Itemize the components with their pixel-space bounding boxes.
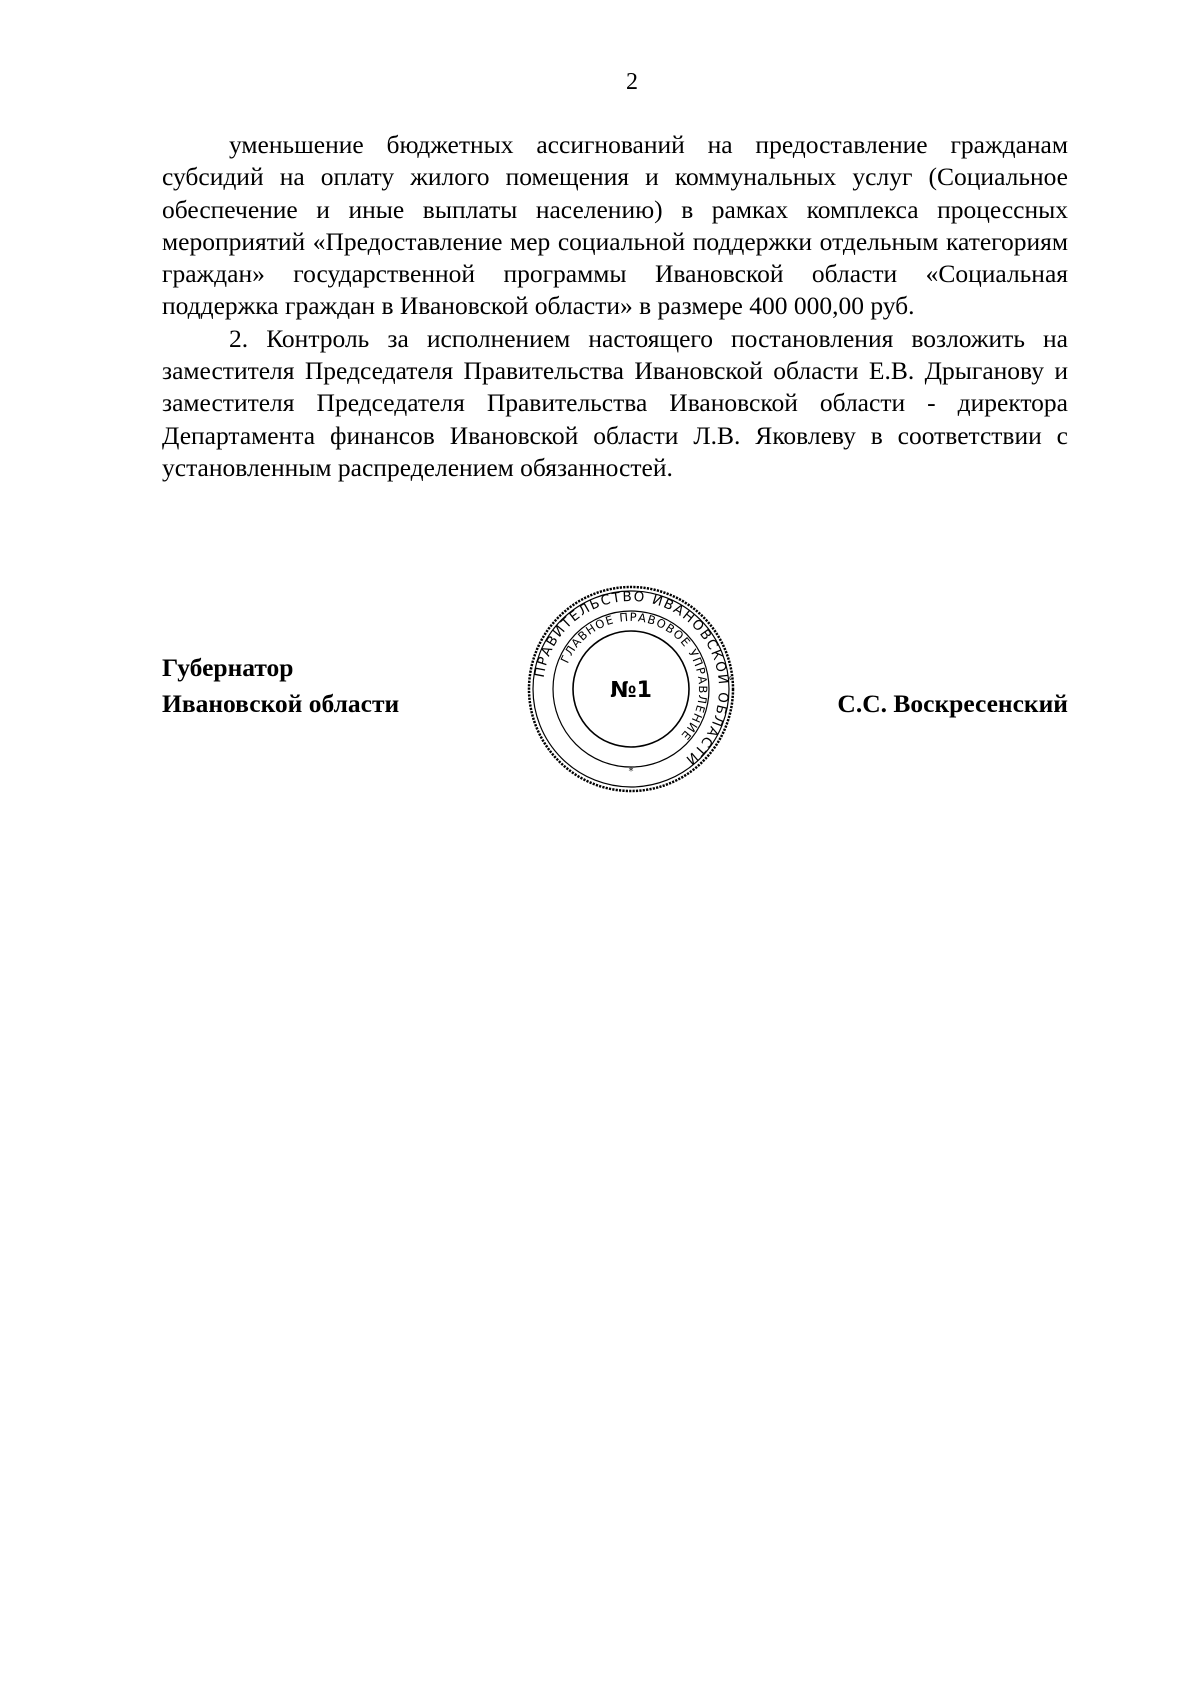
seal-outer-text: ПРАВИТЕЛЬСТВО ИВАНОВСКОЙ ОБЛАСТИ [531, 588, 732, 769]
seal-inner-text: ГЛАВНОЕ ПРАВОВОЕ УПРАВЛЕНИЕ [557, 609, 711, 744]
paragraph-control: 2. Контроль за исполнением настоящего постановления возложить на заместителя Председателя Правительства Ивановской области Е.В. Дрыганову и заместителя Председателя Правительства Ивановской области - директора Департамента финансов Ивановской области Л.В. Яковлеву в соответствии с установленным распределением обязанностей. [162, 323, 1068, 482]
signatory-title-line-2: Ивановской области [162, 689, 400, 718]
paragraph-budget-reduction: уменьшение бюджетных ассигнований на предоставление гражданам субсидий на оплату жилого помещения и коммунальных услуг (Социальное обеспечение и иные выплаты населению) в рамках комплекса процессных мероприятий «Предоставление мер социальной поддержки отдельным категориям граждан» государственной программы Ивановской области «Социальная поддержка граждан в Ивановской области» в размере 400 000,00 руб. [162, 130, 1068, 321]
seal-number: №1 [610, 678, 652, 703]
seal-star-icon: * [628, 766, 634, 777]
document-body [162, 129, 1068, 484]
official-seal [526, 584, 736, 794]
signatory-name: С.С. Воскресенский [837, 689, 1068, 718]
signatory-title-line-1: Губернатор [162, 653, 294, 682]
page-number: 2 [626, 69, 638, 95]
signatory-title [162, 650, 399, 722]
